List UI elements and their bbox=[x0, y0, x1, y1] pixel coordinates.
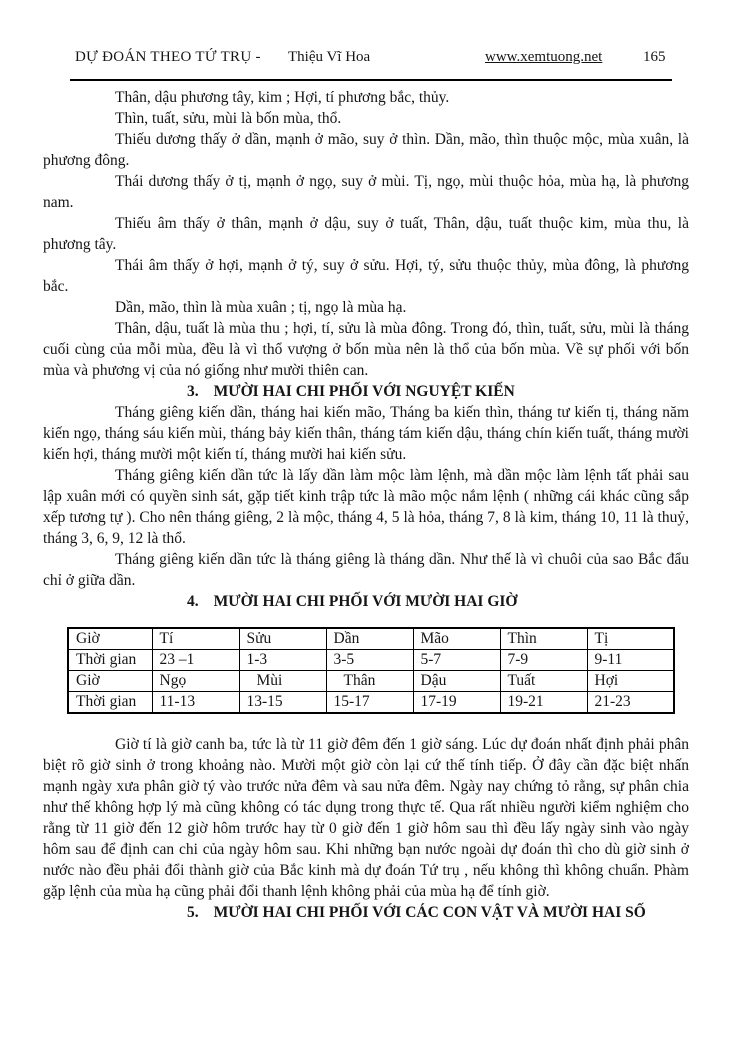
table-cell: 13-15 bbox=[239, 692, 326, 714]
paragraph: Tháng giêng kiến dần, tháng hai kiến mão, Tháng ba kiến thìn, tháng tư kiến tị, tháng năm kiến ngọ, tháng sáu kiến mùi, tháng bảy kiến thân, tháng tám kiến dậu, tháng chín kiến tuất, tháng mười kiến hợi, tháng mười một kiến tí, tháng mười hai kiến sửu. bbox=[43, 404, 689, 463]
table-cell: Hợi bbox=[587, 671, 674, 692]
hour-table bbox=[67, 627, 675, 714]
table-cell: Giờ bbox=[68, 628, 152, 650]
table-cell: Mùi bbox=[239, 671, 326, 692]
paragraph: Thiếu dương thấy ở dần, mạnh ở mão, suy ở thìn. Dần, mão, thìn thuộc mộc, mùa xuân, là phương đông. bbox=[43, 131, 689, 169]
table-cell: 21-23 bbox=[587, 692, 674, 714]
paragraph: Thái âm thấy ở hợi, mạnh ở tý, suy ở sửu. Hợi, tý, sửu thuộc thủy, mùa đông, là phương bắc. bbox=[43, 257, 689, 295]
table-cell: 23 –1 bbox=[152, 650, 239, 671]
table-cell: Dậu bbox=[413, 671, 500, 692]
paragraph: Tháng giêng kiến dần tức là tháng giêng là tháng dần. Như thế là vì chuôi của sao Bắc đẩu chỉ ở giữa dần. bbox=[43, 551, 689, 589]
table-cell: 7-9 bbox=[500, 650, 587, 671]
table-row bbox=[68, 671, 674, 692]
table-cell: Thân bbox=[326, 671, 413, 692]
paragraph: Thân, dậu, tuất là mùa thu ; hợi, tí, sửu là mùa đông. Trong đó, thìn, tuất, sửu, mùi là tháng cuối cùng của mỗi mùa, đều là vì thổ vượng ở bốn mùa nên là thổ của bốn mùa. Về sự phối với bốn mùa và phương vị của nó giống như mười thiên can. bbox=[43, 320, 689, 379]
paragraph: Thiếu âm thấy ở thân, mạnh ở dậu, suy ở tuất, Thân, dậu, tuất thuộc kim, mùa thu, là phương tây. bbox=[43, 215, 689, 253]
table-cell: Mão bbox=[413, 628, 500, 650]
heading-number: 3. bbox=[187, 383, 199, 400]
table-cell: 5-7 bbox=[413, 650, 500, 671]
book-title: DỰ ĐOÁN THEO TỨ TRỤ - bbox=[75, 49, 261, 65]
heading-number: 4. bbox=[187, 593, 199, 610]
paragraph: Tháng giêng kiến dần tức là lấy dần làm mộc làm lệnh, mà dần mộc làm lệnh tất phải sau lập xuân mới có quyền sinh sát, gặp tiết kinh trập tức là mão mộc nắm lệnh ( những cái khác cũng sắp xếp tương tự ). Cho nên tháng giêng, 2 là mộc, tháng 4, 5 là hỏa, tháng 7, 8 là kim, tháng 10, 11 là thuỷ, tháng 3, 6, 9, 12 là thổ. bbox=[43, 467, 689, 547]
heading-title: MƯỜI HAI CHI PHỐI VỚI CÁC CON VẬT VÀ MƯỜI HAI SỐ bbox=[213, 904, 646, 921]
author-name: Thiệu Vĩ Hoa bbox=[288, 49, 371, 65]
header-rule bbox=[70, 79, 672, 81]
section-heading-4 bbox=[43, 591, 689, 612]
table-row bbox=[68, 628, 674, 650]
table-cell: Thời gian bbox=[68, 692, 152, 714]
table-cell: Giờ bbox=[68, 671, 152, 692]
section-heading-3 bbox=[43, 381, 689, 402]
table-cell: Tuất bbox=[500, 671, 587, 692]
paragraph: Thân, dậu phương tây, kim ; Hợi, tí phương bắc, thủy. bbox=[115, 89, 450, 106]
table-cell: Thìn bbox=[500, 628, 587, 650]
page-number: 165 bbox=[643, 49, 666, 65]
page-body bbox=[43, 87, 689, 923]
table-cell: 3-5 bbox=[326, 650, 413, 671]
table-cell: Dần bbox=[326, 628, 413, 650]
table-cell: Thời gian bbox=[68, 650, 152, 671]
table-cell: Ngọ bbox=[152, 671, 239, 692]
table-cell: 15-17 bbox=[326, 692, 413, 714]
table-cell: Tị bbox=[587, 628, 674, 650]
table-cell: 9-11 bbox=[587, 650, 674, 671]
heading-title: MƯỜI HAI CHI PHỐI VỚI MƯỜI HAI GIỜ bbox=[213, 593, 518, 610]
table-cell: Tí bbox=[152, 628, 239, 650]
heading-title: MƯỜI HAI CHI PHỐI VỚI NGUYỆT KIẾN bbox=[213, 383, 515, 400]
paragraph: Thái dương thấy ở tị, mạnh ở ngọ, suy ở mùi. Tị, ngọ, mùi thuộc hỏa, mùa hạ, là phương nam. bbox=[43, 173, 689, 211]
table-row bbox=[68, 692, 674, 714]
table-cell: Sửu bbox=[239, 628, 326, 650]
table-cell: 19-21 bbox=[500, 692, 587, 714]
section-heading-5 bbox=[43, 902, 689, 923]
paragraph: Thìn, tuất, sửu, mùi là bốn mùa, thổ. bbox=[115, 110, 342, 127]
paragraph: Giờ tí là giờ canh ba, tức là từ 11 giờ đêm đến 1 giờ sáng. Lúc dự đoán nhất định phải phân biệt rõ giờ sinh ở trong khoảng nào. Mười một giờ còn lại cứ thế tính tiếp. Ở đây cần đặc biệt nhấn mạnh ngày xưa phân giờ tý vào trước nửa đêm và sau nửa đêm. Ngày nay chứng tỏ rằng, sự phân chia như thế không hợp lý mà cũng không có tác dụng trong thực tế. Qua rất nhiều người kiểm nghiệm cho rằng từ 11 giờ đến 12 giờ hôm trước hay từ 0 giờ đến 1 giờ hôm sau thì đều lấy ngày sinh vào ngày hôm sau để định can chi của ngày hôm sau. Khi những bạn nước ngoài dự đoán thì cho dù giờ sinh ở nước nào đều phải đổi thành giờ của Bắc kinh mà dự đoán Tứ trụ , nếu không thì không chuẩn. Phàm gặp lệnh của mùa hạ cũng phải đổi thanh lệnh không phải của mùa hạ để tính giờ. bbox=[43, 736, 689, 900]
table-cell: 11-13 bbox=[152, 692, 239, 714]
paragraph: Dần, mão, thìn là mùa xuân ; tị, ngọ là mùa hạ. bbox=[115, 299, 407, 316]
heading-number: 5. bbox=[187, 904, 199, 921]
table-cell: 17-19 bbox=[413, 692, 500, 714]
table-cell: 1-3 bbox=[239, 650, 326, 671]
website-link[interactable]: www.xemtuong.net bbox=[485, 49, 603, 65]
table-row bbox=[68, 650, 674, 671]
